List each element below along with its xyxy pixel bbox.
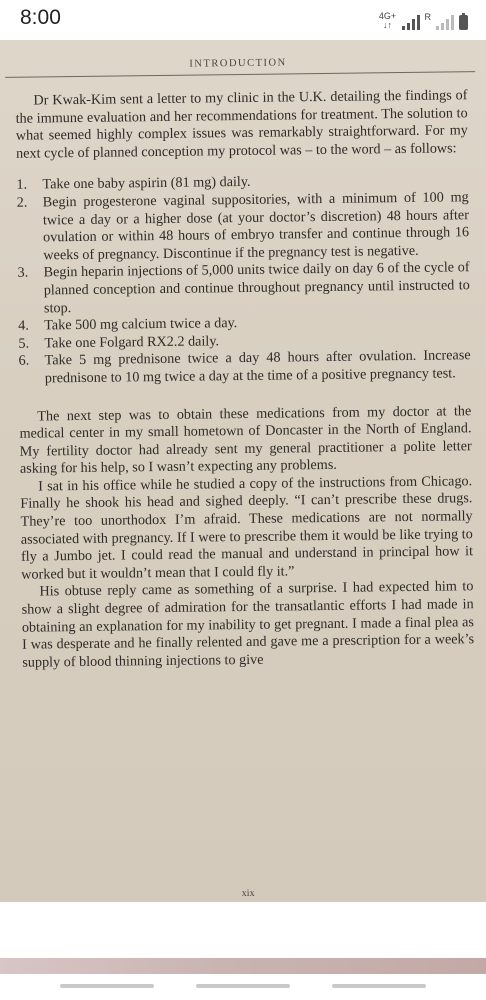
step-text: Take 500 mg calcium twice a day.: [44, 315, 238, 334]
step-number: 6.: [18, 352, 30, 370]
body-paragraph: I sat in his office while he studied a copy of the instructions from Chicago. Finally he shook his head and sighed deeply. “I can’t prescribe these drugs. They’re too unorthodox I’m afraid. These medications are not normally associated with pregnancy. If I were to prescribe them it would be like trying to fly a Jumbo jet. I could read the manual and understand in principal how it worked but it wouldn’t mean that I could fly it.”: [20, 473, 474, 583]
network-type-label: 4G+: [378, 11, 397, 21]
step-text: Take one baby aspirin (81 mg) daily.: [42, 174, 251, 193]
step-number: 4.: [18, 317, 29, 334]
status-time: 8:00: [20, 6, 61, 29]
page-number: xix: [241, 887, 255, 900]
header-rule: [5, 71, 475, 78]
protocol-step: [17, 189, 470, 265]
battery-icon: [459, 15, 468, 30]
signal-strength-icon: [402, 14, 420, 30]
network-indicator: [379, 12, 397, 30]
book-page-photo[interactable]: [0, 40, 486, 902]
book-page: [0, 40, 486, 902]
next-photo-edge: [0, 958, 486, 974]
step-text: Take one Folgard RX2.2 daily.: [44, 333, 220, 352]
nav-gesture-bar-left[interactable]: [60, 984, 154, 988]
step-text: Begin progesterone vaginal suppositories, with a minimum of 100 mg twice a day or a higher dose (at your doctor’s discretion) 48 hours after ovulation or within 48 hours of embryo transfer and continue through 16 weeks of pregnancy. Discontinue if the pregnancy test is negative.: [42, 189, 470, 264]
roaming-indicator: R: [424, 12, 431, 22]
status-icons: [379, 8, 469, 30]
step-number: 5.: [18, 335, 30, 352]
nav-gesture-bar-right[interactable]: [332, 984, 426, 988]
page-text: [15, 87, 474, 672]
step-number: 3.: [17, 264, 29, 282]
data-arrows-icon: ↓↑: [383, 20, 392, 30]
step-number: 2.: [16, 194, 28, 211]
signal-strength-2-icon: [436, 14, 454, 30]
protocol-list: [16, 172, 471, 389]
nav-gesture-bar-center[interactable]: [196, 984, 290, 988]
step-text: Take 5 mg prednisone twice a day 48 hours after ovulation. Increase prednisone to 10 mg twice a day at the time of a positive pregnancy test.: [44, 347, 471, 387]
status-bar: [0, 0, 486, 38]
running-head: INTRODUCTION: [189, 57, 287, 70]
body-paragraph: His obtuse reply came as something of a surprise. I had expected him to show a slight degree of admiration for the transatlantic efforts I had made in obtaining an explanation for my inability to get pregnant. I made a final plea as I was desperate and he finally relented and gave me a prescription for a week’s supply of blood thinning injections to give: [21, 578, 475, 671]
body-paragraph: The next step was to obtain these medications from my doctor at the medical center in my small hometown of Doncaster in the North of England. My fertility doctor had already sent my general practitioner a polite letter asking for his help, so I wasn’t expecting any problems.: [19, 402, 472, 478]
intro-paragraph: Dr Kwak-Kim sent a letter to my clinic in the U.K. detailing the findings of the immune evaluation and her recommendations for treatment. The solution to what seemed highly complex issues was remarkably straightforward. For my next cycle of planned conception my protocol was – to the word – as follows:: [15, 87, 468, 162]
step-number: 1.: [16, 176, 28, 194]
step-text: Begin heparin injections of 5,000 units twice daily on day 6 of the cycle of planned conception and continue throughout pregnancy until instructed to stop.: [43, 259, 470, 316]
protocol-step: [19, 348, 471, 389]
protocol-step: [17, 260, 470, 318]
